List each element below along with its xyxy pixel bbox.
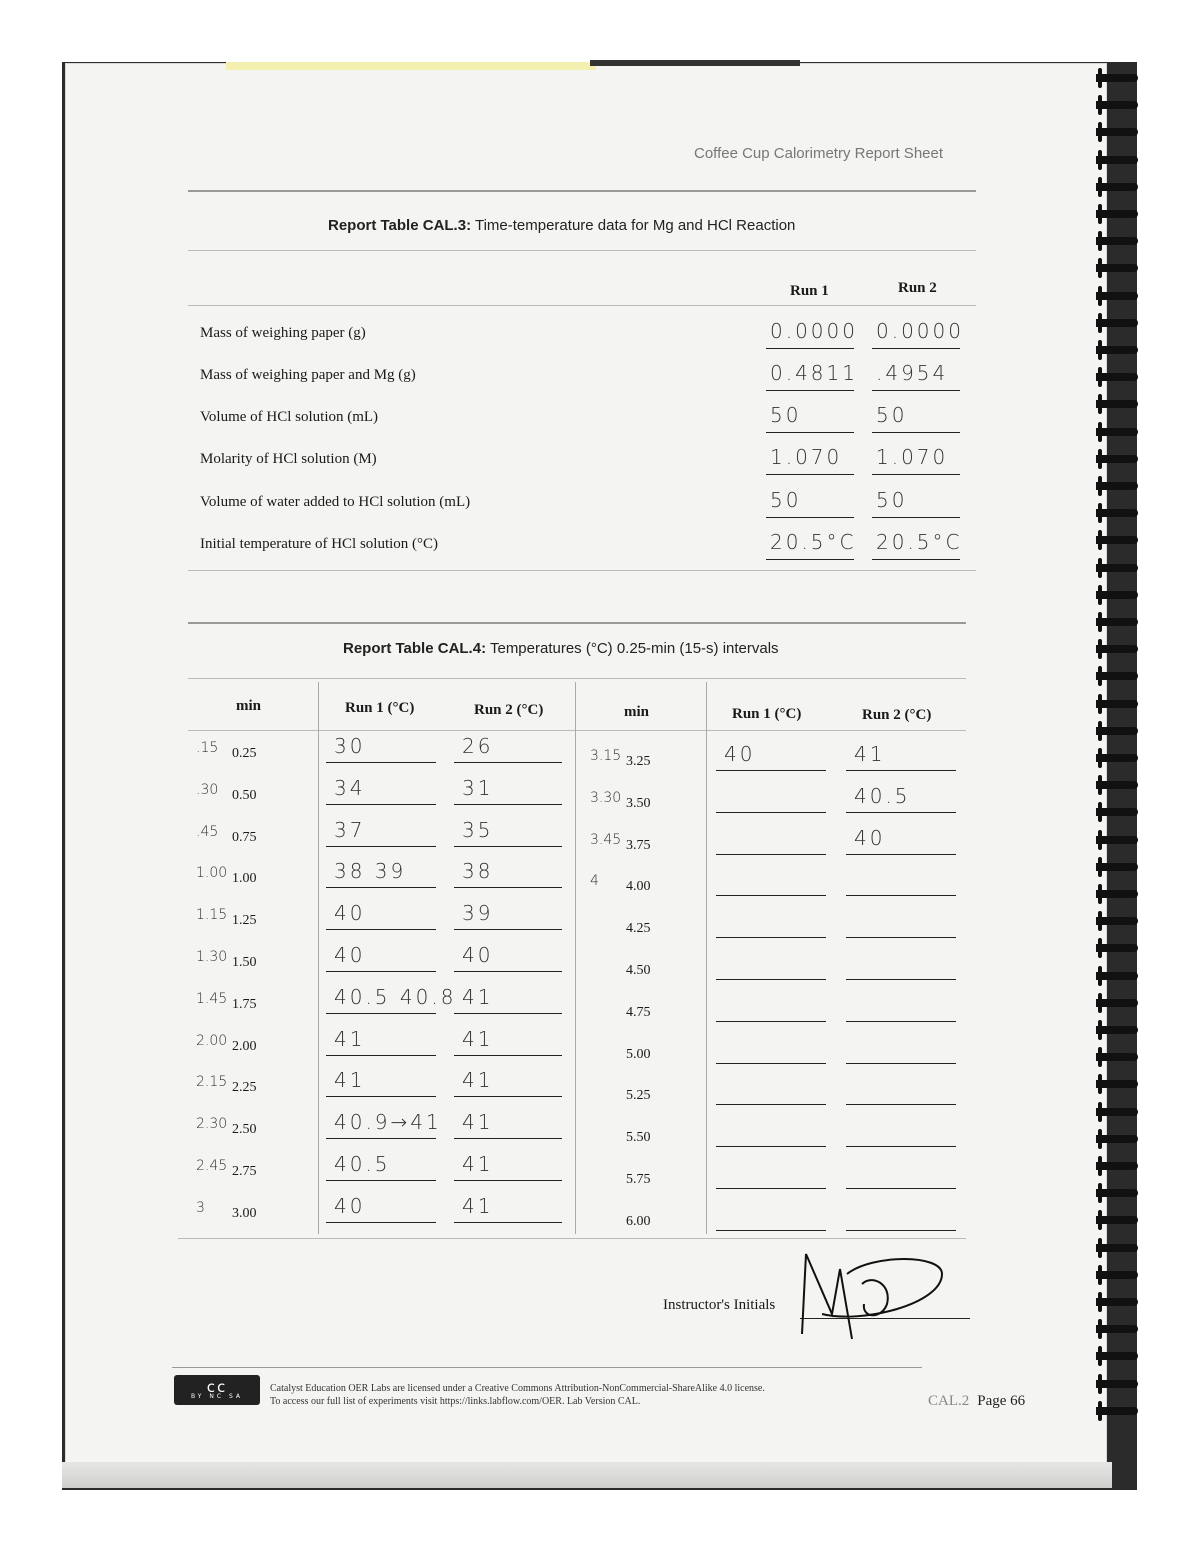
table4-left-run2-line <box>454 762 562 763</box>
spiral-coil <box>1090 1108 1138 1116</box>
table3-header-run2: Run 2 <box>898 280 937 296</box>
spiral-coil <box>1090 482 1138 490</box>
table3-caption-label: Report Table CAL.3: <box>328 217 472 234</box>
divider <box>188 305 976 306</box>
spiral-coil <box>1090 972 1138 980</box>
spiral-coil <box>1090 1053 1138 1061</box>
spiral-coil <box>1090 754 1138 762</box>
table4-left-min: 0.75 <box>232 829 257 845</box>
table3-run2-line <box>872 348 960 349</box>
table4-left-time-note: 1.15 <box>196 907 228 924</box>
table4-left-time-note: 2.00 <box>196 1032 228 1049</box>
table4-left-run1-value: 38 39 <box>334 859 407 884</box>
spiral-coil <box>1090 727 1138 735</box>
spiral-coil <box>1090 183 1138 191</box>
table4-left-time-note: 3 <box>196 1199 205 1216</box>
table4-left-run2-line <box>454 846 562 847</box>
spiral-coil <box>1090 128 1138 136</box>
spiral-coil <box>1090 1352 1138 1360</box>
table4-left-run1-line <box>326 1138 436 1139</box>
table3-row-label: Mass of weighing paper (g) <box>200 325 366 341</box>
spiral-coil <box>1090 319 1138 327</box>
table4-right-min: 3.50 <box>626 795 651 811</box>
table4-right-run1-line <box>716 812 826 813</box>
spiral-coil <box>1090 944 1138 952</box>
table3-run2-line <box>872 432 960 433</box>
table4-left-min: 1.75 <box>232 996 257 1012</box>
divider <box>188 622 966 624</box>
spiral-coil <box>1090 564 1138 572</box>
spiral-coil <box>1090 1380 1138 1388</box>
highlight-tab <box>226 62 596 70</box>
page-label: Page 66 <box>977 1393 1026 1409</box>
table4-right-run2-value: 41 <box>854 742 886 766</box>
spiral-coil <box>1090 618 1138 626</box>
table3-run1-line <box>766 474 854 475</box>
table4-right-run2-line <box>846 770 956 771</box>
table4-left-run2-line <box>454 1055 562 1056</box>
spiral-coil <box>1090 455 1138 463</box>
spiral-coil <box>1090 890 1138 898</box>
spiral-coil <box>1090 346 1138 354</box>
table4-left-min: 2.00 <box>232 1038 257 1054</box>
spiral-coil <box>1090 591 1138 599</box>
table4-right-run2-line <box>846 1188 956 1189</box>
spiral-coil <box>1090 536 1138 544</box>
table3-row-label: Mass of weighing paper and Mg (g) <box>200 367 416 383</box>
table3-caption <box>328 217 795 234</box>
table4-left-run1-value: 40 <box>334 943 366 967</box>
divider <box>178 1238 966 1239</box>
page-number <box>928 1393 1025 1410</box>
divider <box>188 678 966 679</box>
section-code: CAL.2 <box>928 1393 970 1409</box>
table4-right-run2-value: 40.5 <box>854 783 911 808</box>
table4-header-run2-left: Run 2 (°C) <box>474 702 544 718</box>
table4-right-min: 4.50 <box>626 963 651 978</box>
table4-right-min: 5.75 <box>626 1172 651 1187</box>
instructor-signature <box>792 1244 952 1344</box>
table4-left-run2-value: 41 <box>462 1193 494 1218</box>
spiral-coil <box>1090 292 1138 300</box>
table4-left-min: 1.50 <box>232 955 257 970</box>
spiral-coil <box>1090 1271 1138 1279</box>
spiral-coil <box>1090 781 1138 789</box>
table3-run2-line <box>872 390 960 391</box>
table4-left-time-note: 1.30 <box>196 949 228 965</box>
spiral-coil <box>1090 808 1138 816</box>
table4-left-run1-value: 37 <box>334 817 366 842</box>
table4-left-run1-line <box>326 887 436 888</box>
page-stack-edge <box>62 1462 1112 1488</box>
table4-left-min: 0.25 <box>232 746 257 761</box>
table4-header-run1-left: Run 1 (°C) <box>345 700 415 716</box>
spiral-coil <box>1090 264 1138 272</box>
table3-run1-value: 0.0000 <box>770 319 858 343</box>
spiral-coil <box>1090 237 1138 245</box>
table4-right-min: 4.00 <box>626 879 651 895</box>
spiral-coil <box>1090 428 1138 436</box>
spiral-coil <box>1090 1325 1138 1333</box>
table4-left-run1-value: 41 <box>334 1026 366 1051</box>
table4-left-run1-value: 30 <box>334 734 366 758</box>
spiral-coil <box>1090 917 1138 925</box>
spiral-coil <box>1090 1189 1138 1197</box>
table4-right-run2-line <box>846 1021 956 1022</box>
table4-left-time-note: 2.15 <box>196 1074 228 1091</box>
table4-left-run2-value: 26 <box>462 734 494 758</box>
table3-run1-value: 50 <box>770 403 802 427</box>
spiral-coil <box>1090 999 1138 1007</box>
table3-run2-value: 0.0000 <box>876 319 964 343</box>
table4-right-run2-line <box>846 812 956 813</box>
table4-header-run1-right: Run 1 (°C) <box>732 706 802 722</box>
table4-left-min: 3.00 <box>232 1205 257 1221</box>
table4-right-time-note: 3.15 <box>590 748 622 764</box>
table4-left-run2-line <box>454 1222 562 1223</box>
divider <box>188 190 976 192</box>
table4-left-run2-line <box>454 804 562 805</box>
table4-left-run2-line <box>454 971 562 972</box>
table4-left-run1-value: 40.5 <box>334 1152 391 1176</box>
divider <box>188 570 976 571</box>
spiral-coil <box>1090 700 1138 708</box>
table4-right-min: 6.00 <box>626 1213 651 1229</box>
table3-run1-value: 50 <box>770 488 802 512</box>
table4-right-run2-line <box>846 979 956 980</box>
table4-left-run1-line <box>326 971 436 972</box>
table4-left-run2-value: 35 <box>462 817 494 842</box>
table4-right-min: 4.75 <box>626 1004 651 1020</box>
table4-left-time-note: 2.30 <box>196 1116 228 1133</box>
table4-left-min: 2.50 <box>232 1122 257 1138</box>
table4-left-min: 2.25 <box>232 1080 257 1096</box>
table4-left-run1-value: 41 <box>334 1068 366 1093</box>
column-divider <box>318 682 319 1234</box>
table4-left-min: 1.00 <box>232 871 257 887</box>
table3-run1-value: 1.070 <box>770 445 843 469</box>
creative-commons-badge-terms: BY NC SA <box>191 1393 243 1400</box>
spiral-coil <box>1090 1244 1138 1252</box>
table4-left-run1-value: 40 <box>334 1193 366 1218</box>
spiral-coil <box>1090 1135 1138 1143</box>
column-divider <box>706 682 707 1234</box>
table4-left-run1-value: 40.5 40.8 <box>334 984 457 1009</box>
spiral-coil <box>1090 836 1138 844</box>
table4-left-run2-value: 39 <box>462 901 494 926</box>
spiral-coil <box>1090 373 1138 381</box>
table3-run2-line <box>872 517 960 518</box>
table4-left-run1-line <box>326 1055 436 1056</box>
table4-left-run2-line <box>454 887 562 888</box>
table4-left-run1-line <box>326 1222 436 1223</box>
table3-row-label: Initial temperature of HCl solution (°C) <box>200 536 439 552</box>
table4-right-min: 3.75 <box>626 837 651 853</box>
table4-right-run2-line <box>846 895 956 896</box>
table4-left-run1-line <box>326 1180 436 1181</box>
table4-right-run2-line <box>846 1104 956 1105</box>
spiral-coil <box>1090 1216 1138 1224</box>
license-text: Catalyst Education OER Labs are licensed under a Creative Commons Attribution-NonCommercial-ShareAlike 4.0 license. <box>270 1383 765 1394</box>
table3-run1-line <box>766 348 854 349</box>
table3-run1-line <box>766 517 854 518</box>
table3-run1-value: 0.4811 <box>770 361 858 385</box>
table4-left-run2-line <box>454 1013 562 1014</box>
table4-right-run1-line <box>716 1230 826 1231</box>
table4-right-run1-line <box>716 854 826 855</box>
table3-run1-line <box>766 390 854 391</box>
table4-right-run1-line <box>716 1063 826 1064</box>
table3-caption-text: Time-temperature data for Mg and HCl Reaction <box>471 217 796 234</box>
spiral-coil <box>1090 1162 1138 1170</box>
access-text: To access our full list of experiments visit https://links.labflow.com/OER. Lab Version CAL. <box>270 1396 641 1407</box>
table4-left-time-note: .30 <box>196 781 219 798</box>
table4-caption-text: Temperatures (°C) 0.25-min (15-s) intervals <box>486 640 779 657</box>
table3-run2-line <box>872 474 960 475</box>
table4-right-time-note: 3.45 <box>590 831 622 848</box>
spiral-coil <box>1090 1080 1138 1088</box>
spiral-binding <box>1090 74 1138 1434</box>
table4-left-min: 2.75 <box>232 1164 257 1179</box>
table4-left-min: 1.25 <box>232 913 257 929</box>
table3-run2-value: 20.5°C <box>876 530 963 554</box>
table3-run1-value: 20.5°C <box>770 530 857 554</box>
table3-row-label: Molarity of HCl solution (M) <box>200 451 377 467</box>
spiral-coil <box>1090 509 1138 517</box>
table4-left-min: 0.50 <box>232 787 257 803</box>
table4-right-run1-line <box>716 1188 826 1189</box>
spiral-coil <box>1090 210 1138 218</box>
table4-right-run1-line <box>716 979 826 980</box>
table3-run2-value: .4954 <box>876 361 949 385</box>
table4-left-run1-value: 40 <box>334 901 366 926</box>
table4-left-run2-value: 41 <box>462 1152 494 1176</box>
table4-right-run1-line <box>716 1104 826 1105</box>
table4-right-time-note: 4 <box>590 873 599 890</box>
spiral-coil <box>1090 1407 1138 1415</box>
divider <box>172 1367 922 1368</box>
table4-right-run1-line <box>716 937 826 938</box>
table3-row-label: Volume of water added to HCl solution (mL) <box>200 494 471 510</box>
table4-left-time-note: .15 <box>196 740 219 756</box>
table4-left-time-note: 1.00 <box>196 865 228 882</box>
table4-right-run1-value: 40 <box>724 742 756 766</box>
table4-right-time-note: 3.30 <box>590 789 622 806</box>
table4-left-run2-line <box>454 1096 562 1097</box>
table3-run2-value: 1.070 <box>876 445 949 469</box>
table3-row-label: Volume of HCl solution (mL) <box>200 409 379 425</box>
table4-right-min: 5.00 <box>626 1046 651 1062</box>
table4-right-run2-line <box>846 1146 956 1147</box>
table4-left-run2-line <box>454 1138 562 1139</box>
divider <box>188 250 976 251</box>
table4-left-run1-line <box>326 762 436 763</box>
table4-header-run2-right: Run 2 (°C) <box>862 707 932 723</box>
table4-left-run2-value: 40 <box>462 943 494 967</box>
table4-right-run2-line <box>846 1230 956 1231</box>
table4-right-run1-line <box>716 1021 826 1022</box>
table4-left-run2-line <box>454 1180 562 1181</box>
spiral-coil <box>1090 672 1138 680</box>
spiral-coil <box>1090 156 1138 164</box>
table4-left-run2-line <box>454 929 562 930</box>
sheet-header-title: Coffee Cup Calorimetry Report Sheet <box>694 145 944 162</box>
table4-header-min-right: min <box>624 704 650 720</box>
spiral-coil <box>1090 863 1138 871</box>
spiral-coil <box>1090 74 1138 82</box>
table4-left-run2-value: 38 <box>462 859 494 884</box>
table3-run1-line <box>766 432 854 433</box>
table4-right-run2-line <box>846 1063 956 1064</box>
divider <box>188 730 966 731</box>
table4-right-min: 4.25 <box>626 921 651 937</box>
table4-left-run1-line <box>326 1096 436 1097</box>
table4-left-run1-value: 40.9→41 <box>334 1110 442 1135</box>
spiral-coil <box>1090 645 1138 653</box>
table4-right-min: 3.25 <box>626 754 651 769</box>
table4-caption-label: Report Table CAL.4: <box>343 640 487 657</box>
table3-run1-line <box>766 559 854 560</box>
table4-right-min: 5.25 <box>626 1088 651 1104</box>
table4-right-run2-value: 40 <box>854 825 886 850</box>
table3-header-run1: Run 1 <box>790 283 829 299</box>
creative-commons-badge-text: cc <box>206 1378 228 1396</box>
spiral-coil <box>1090 1298 1138 1306</box>
table4-right-run1-line <box>716 1146 826 1147</box>
table3-run2-value: 50 <box>876 403 908 427</box>
table4-right-min: 5.50 <box>626 1130 651 1146</box>
table4-left-time-note: 1.45 <box>196 990 228 1007</box>
table4-left-run2-value: 31 <box>462 775 494 800</box>
spiral-coil <box>1090 101 1138 109</box>
spiral-coil <box>1090 400 1138 408</box>
table4-right-run2-line <box>846 854 956 855</box>
table4-left-run1-value: 34 <box>334 775 366 800</box>
table4-left-run1-line <box>326 929 436 930</box>
table4-left-time-note: 2.45 <box>196 1158 228 1174</box>
page-tab <box>590 60 800 66</box>
table4-left-run2-value: 41 <box>462 1068 494 1093</box>
table4-left-run1-line <box>326 846 436 847</box>
table4-left-run1-line <box>326 804 436 805</box>
instructor-initials-label: Instructor's Initials <box>663 1297 776 1313</box>
creative-commons-icon <box>174 1375 260 1405</box>
table3-run2-line <box>872 559 960 560</box>
table4-left-time-note: .45 <box>196 823 219 840</box>
spiral-coil <box>1090 1026 1138 1034</box>
table4-left-run2-value: 41 <box>462 984 494 1009</box>
table4-left-run1-line <box>326 1013 436 1014</box>
table4-left-run2-value: 41 <box>462 1110 494 1135</box>
table3-run2-value: 50 <box>876 488 908 512</box>
table4-right-run1-line <box>716 895 826 896</box>
table4-header-min-left: min <box>236 698 262 714</box>
table4-caption <box>343 640 779 657</box>
table4-left-run2-value: 41 <box>462 1026 494 1051</box>
table4-right-run1-line <box>716 770 826 771</box>
column-divider <box>575 682 576 1234</box>
table4-right-run2-line <box>846 937 956 938</box>
